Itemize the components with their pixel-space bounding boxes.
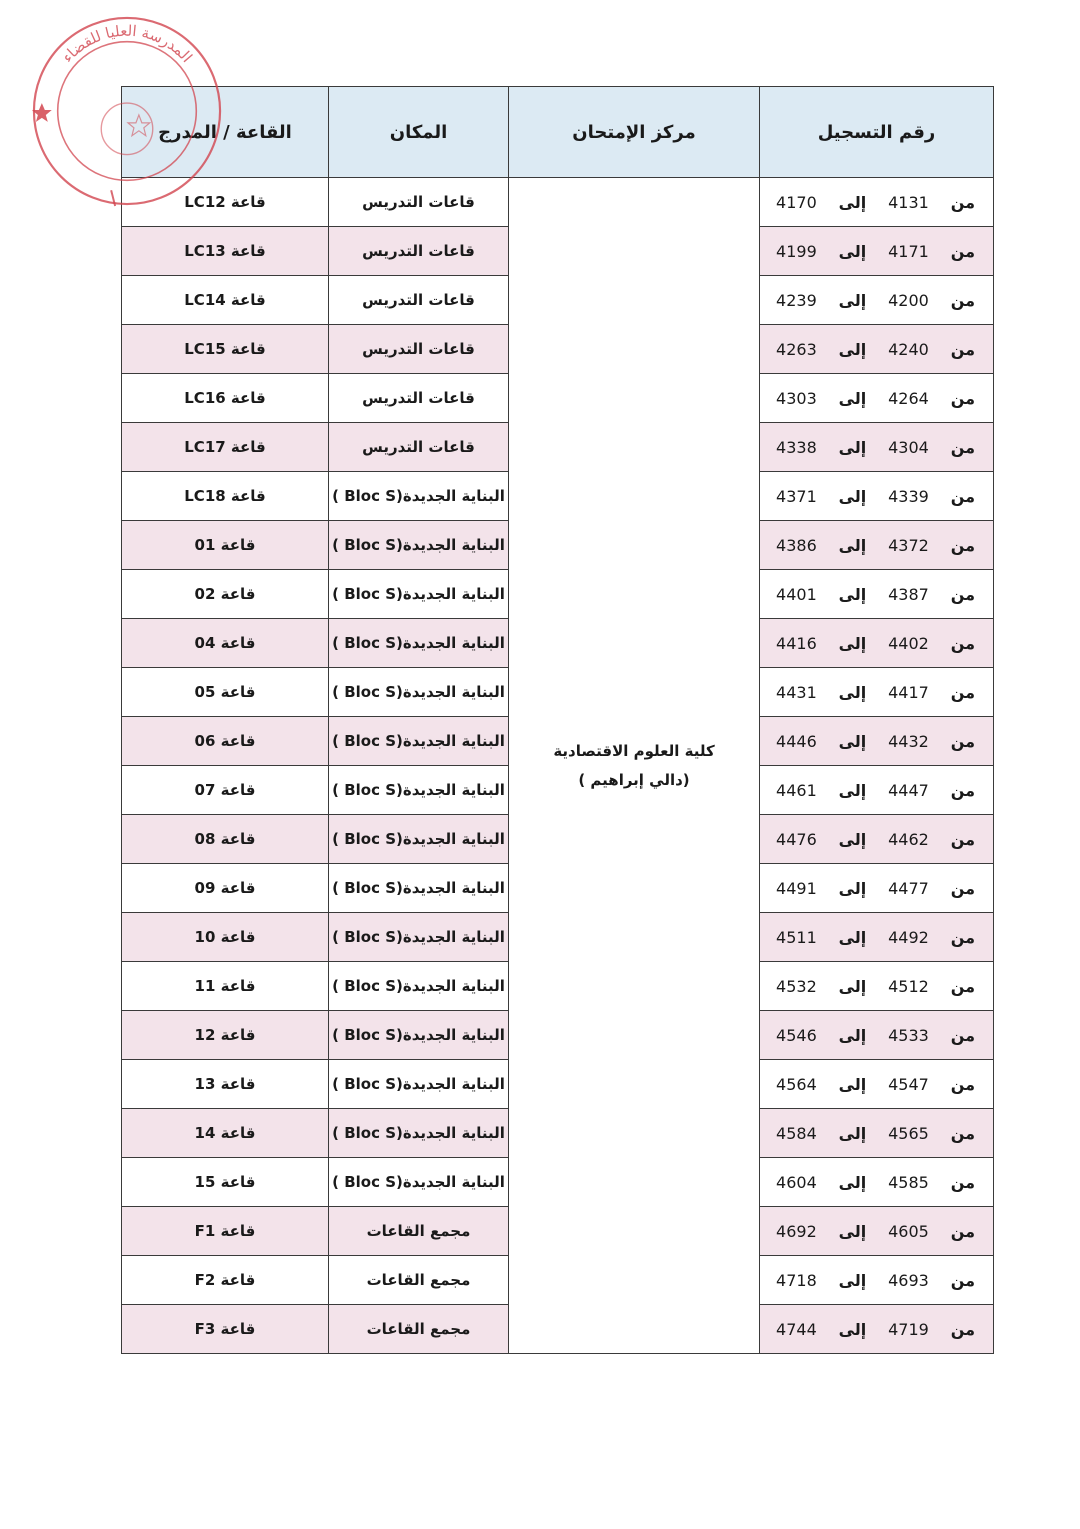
registration-range <box>760 962 994 1011</box>
hall-cell: قاعة 02 <box>122 570 329 619</box>
range-to-word: إلى <box>838 682 867 702</box>
range-from-word: من <box>950 1270 975 1290</box>
exam-center-location: (دالي إبراهيم ) <box>578 770 690 789</box>
range-from: 4171 <box>888 241 929 261</box>
range-from: 4264 <box>888 388 929 408</box>
range-to: 4386 <box>776 535 817 555</box>
place-cell: قاعات التدريس <box>329 423 509 472</box>
header-place: المكان <box>329 87 509 178</box>
place-cell: البناية الجديدة(Bloc S ) <box>329 619 509 668</box>
range-to: 4416 <box>776 633 817 653</box>
hall-cell: قاعة LC12 <box>122 178 329 227</box>
registration-range <box>760 472 994 521</box>
place-cell: قاعات التدريس <box>329 227 509 276</box>
range-to: 4338 <box>776 437 817 457</box>
place-cell: البناية الجديدة(Bloc S ) <box>329 815 509 864</box>
range-from: 4304 <box>888 437 929 457</box>
range-to-word: إلى <box>838 976 867 996</box>
registration-range <box>760 766 994 815</box>
range-from: 4432 <box>888 731 929 751</box>
range-to-word: إلى <box>838 339 867 359</box>
range-from-word: من <box>950 927 975 947</box>
range-from-word: من <box>950 1123 975 1143</box>
registration-range <box>760 1060 994 1109</box>
range-to: 4491 <box>776 878 817 898</box>
range-to: 4461 <box>776 780 817 800</box>
range-from-word: من <box>950 1319 975 1339</box>
place-cell: مجمع القاعات <box>329 1256 509 1305</box>
exam-center-name: كلية العلوم الاقتصادية <box>553 742 715 760</box>
hall-cell: قاعة F1 <box>122 1207 329 1256</box>
range-to-word: إلى <box>838 1074 867 1094</box>
range-from-word: من <box>950 1172 975 1192</box>
range-to-word: إلى <box>838 1025 867 1045</box>
hall-cell: قاعة LC15 <box>122 325 329 374</box>
range-to: 4532 <box>776 976 817 996</box>
range-to: 4476 <box>776 829 817 849</box>
place-cell: البناية الجديدة(Bloc S ) <box>329 962 509 1011</box>
range-from: 4693 <box>888 1270 929 1290</box>
range-from-word: من <box>950 976 975 996</box>
range-to-word: إلى <box>838 731 867 751</box>
range-from-word: من <box>950 682 975 702</box>
hall-cell: قاعة 11 <box>122 962 329 1011</box>
range-from: 4447 <box>888 780 929 800</box>
range-from: 4200 <box>888 290 929 310</box>
range-from: 4585 <box>888 1172 929 1192</box>
registration-range <box>760 1256 994 1305</box>
table-header-row <box>122 87 994 178</box>
registration-range <box>760 276 994 325</box>
range-to-word: إلى <box>838 633 867 653</box>
range-from: 4402 <box>888 633 929 653</box>
hall-cell: قاعة 01 <box>122 521 329 570</box>
range-to-word: إلى <box>838 535 867 555</box>
range-from-word: من <box>950 1025 975 1045</box>
registration-range <box>760 374 994 423</box>
registration-range <box>760 1011 994 1060</box>
range-from: 4387 <box>888 584 929 604</box>
place-cell: البناية الجديدة(Bloc S ) <box>329 668 509 717</box>
registration-range <box>760 717 994 766</box>
place-cell: البناية الجديدة(Bloc S ) <box>329 1060 509 1109</box>
range-from: 4533 <box>888 1025 929 1045</box>
range-to: 4431 <box>776 682 817 702</box>
range-to-word: إلى <box>838 486 867 506</box>
range-from: 4565 <box>888 1123 929 1143</box>
hall-cell: قاعة 12 <box>122 1011 329 1060</box>
place-cell: البناية الجديدة(Bloc S ) <box>329 913 509 962</box>
range-to: 4511 <box>776 927 817 947</box>
range-from-word: من <box>950 633 975 653</box>
range-from: 4477 <box>888 878 929 898</box>
stamp-text: المدرسة العليا للقضاء <box>58 21 196 67</box>
table-row <box>122 178 994 227</box>
range-to-word: إلى <box>838 1172 867 1192</box>
range-to-word: إلى <box>838 290 867 310</box>
place-cell: مجمع القاعات <box>329 1305 509 1354</box>
range-to: 4371 <box>776 486 817 506</box>
range-to: 4546 <box>776 1025 817 1045</box>
range-to: 4239 <box>776 290 817 310</box>
registration-range <box>760 1109 994 1158</box>
range-from: 4512 <box>888 976 929 996</box>
registration-range <box>760 227 994 276</box>
range-from-word: من <box>950 584 975 604</box>
range-to: 4170 <box>776 192 817 212</box>
registration-range <box>760 178 994 227</box>
place-cell: البناية الجديدة(Bloc S ) <box>329 570 509 619</box>
range-from: 4719 <box>888 1319 929 1339</box>
hall-cell: قاعة LC16 <box>122 374 329 423</box>
registration-range <box>760 815 994 864</box>
range-to-word: إلى <box>838 241 867 261</box>
range-to-word: إلى <box>838 1270 867 1290</box>
range-from-word: من <box>950 339 975 359</box>
range-from-word: من <box>950 192 975 212</box>
registration-range <box>760 864 994 913</box>
hall-cell: قاعة 06 <box>122 717 329 766</box>
range-from: 4462 <box>888 829 929 849</box>
svg-text:المدرسة العليا للقضاء <box>58 22 196 66</box>
range-from-word: من <box>950 878 975 898</box>
range-to-word: إلى <box>838 1123 867 1143</box>
range-to-word: إلى <box>838 1319 867 1339</box>
range-from: 4492 <box>888 927 929 947</box>
range-from-word: من <box>950 290 975 310</box>
range-from-word: من <box>950 437 975 457</box>
range-to: 4692 <box>776 1221 817 1241</box>
registration-range <box>760 325 994 374</box>
range-to: 4564 <box>776 1074 817 1094</box>
place-cell: البناية الجديدة(Bloc S ) <box>329 1011 509 1060</box>
place-cell: مجمع القاعات <box>329 1207 509 1256</box>
place-cell: البناية الجديدة(Bloc S ) <box>329 521 509 570</box>
range-to-word: إلى <box>838 584 867 604</box>
place-cell: البناية الجديدة(Bloc S ) <box>329 472 509 521</box>
range-to-word: إلى <box>838 927 867 947</box>
registration-range <box>760 423 994 472</box>
registration-range <box>760 521 994 570</box>
hall-cell: قاعة LC18 <box>122 472 329 521</box>
header-hall: القاعة / المدرج <box>122 87 329 178</box>
range-from-word: من <box>950 535 975 555</box>
exam-schedule-table <box>121 86 994 1354</box>
registration-range <box>760 913 994 962</box>
hall-cell: قاعة 05 <box>122 668 329 717</box>
registration-range <box>760 1305 994 1354</box>
hall-cell: قاعة 14 <box>122 1109 329 1158</box>
registration-range <box>760 668 994 717</box>
range-from: 4240 <box>888 339 929 359</box>
hall-cell: قاعة 15 <box>122 1158 329 1207</box>
range-to: 4303 <box>776 388 817 408</box>
range-to: 4401 <box>776 584 817 604</box>
range-from: 4417 <box>888 682 929 702</box>
range-from: 4131 <box>888 192 929 212</box>
range-to: 4718 <box>776 1270 817 1290</box>
range-to-word: إلى <box>838 388 867 408</box>
range-from-word: من <box>950 829 975 849</box>
place-cell: البناية الجديدة(Bloc S ) <box>329 864 509 913</box>
exam-schedule <box>121 86 993 1354</box>
hall-cell: قاعة F3 <box>122 1305 329 1354</box>
range-to-word: إلى <box>838 1221 867 1241</box>
table-body <box>122 178 994 1354</box>
place-cell: البناية الجديدة(Bloc S ) <box>329 766 509 815</box>
range-from-word: من <box>950 388 975 408</box>
range-to: 4604 <box>776 1172 817 1192</box>
range-from-word: من <box>950 731 975 751</box>
range-from-word: من <box>950 486 975 506</box>
header-exam-center: مركز الإمتحان <box>509 87 760 178</box>
hall-cell: قاعة LC13 <box>122 227 329 276</box>
range-from-word: من <box>950 780 975 800</box>
hall-cell: قاعة 10 <box>122 913 329 962</box>
header-registration: رقم التسجيل <box>760 87 994 178</box>
range-to-word: إلى <box>838 878 867 898</box>
place-cell: البناية الجديدة(Bloc S ) <box>329 1158 509 1207</box>
hall-cell: قاعة 04 <box>122 619 329 668</box>
place-cell: قاعات التدريس <box>329 374 509 423</box>
range-from: 4547 <box>888 1074 929 1094</box>
place-cell: قاعات التدريس <box>329 325 509 374</box>
hall-cell: قاعة 07 <box>122 766 329 815</box>
registration-range <box>760 1207 994 1256</box>
range-from-word: من <box>950 1074 975 1094</box>
hall-cell: قاعة F2 <box>122 1256 329 1305</box>
registration-range <box>760 570 994 619</box>
hall-cell: قاعة 13 <box>122 1060 329 1109</box>
hall-cell: قاعة 09 <box>122 864 329 913</box>
range-to-word: إلى <box>838 829 867 849</box>
school-seal-stamp <box>28 12 226 210</box>
hall-cell: قاعة LC14 <box>122 276 329 325</box>
range-to-word: إلى <box>838 780 867 800</box>
hall-cell: قاعة LC17 <box>122 423 329 472</box>
place-cell: قاعات التدريس <box>329 178 509 227</box>
range-to-word: إلى <box>838 437 867 457</box>
range-from-word: من <box>950 241 975 261</box>
place-cell: قاعات التدريس <box>329 276 509 325</box>
range-from: 4372 <box>888 535 929 555</box>
registration-range <box>760 619 994 668</box>
range-to-word: إلى <box>838 192 867 212</box>
range-to: 4446 <box>776 731 817 751</box>
range-from: 4339 <box>888 486 929 506</box>
range-to: 4263 <box>776 339 817 359</box>
place-cell: البناية الجديدة(Bloc S ) <box>329 1109 509 1158</box>
registration-range <box>760 1158 994 1207</box>
range-from: 4605 <box>888 1221 929 1241</box>
range-to: 4199 <box>776 241 817 261</box>
range-from-word: من <box>950 1221 975 1241</box>
place-cell: البناية الجديدة(Bloc S ) <box>329 717 509 766</box>
hall-cell: قاعة 08 <box>122 815 329 864</box>
range-to: 4584 <box>776 1123 817 1143</box>
range-to: 4744 <box>776 1319 817 1339</box>
exam-center-cell <box>509 178 760 1354</box>
